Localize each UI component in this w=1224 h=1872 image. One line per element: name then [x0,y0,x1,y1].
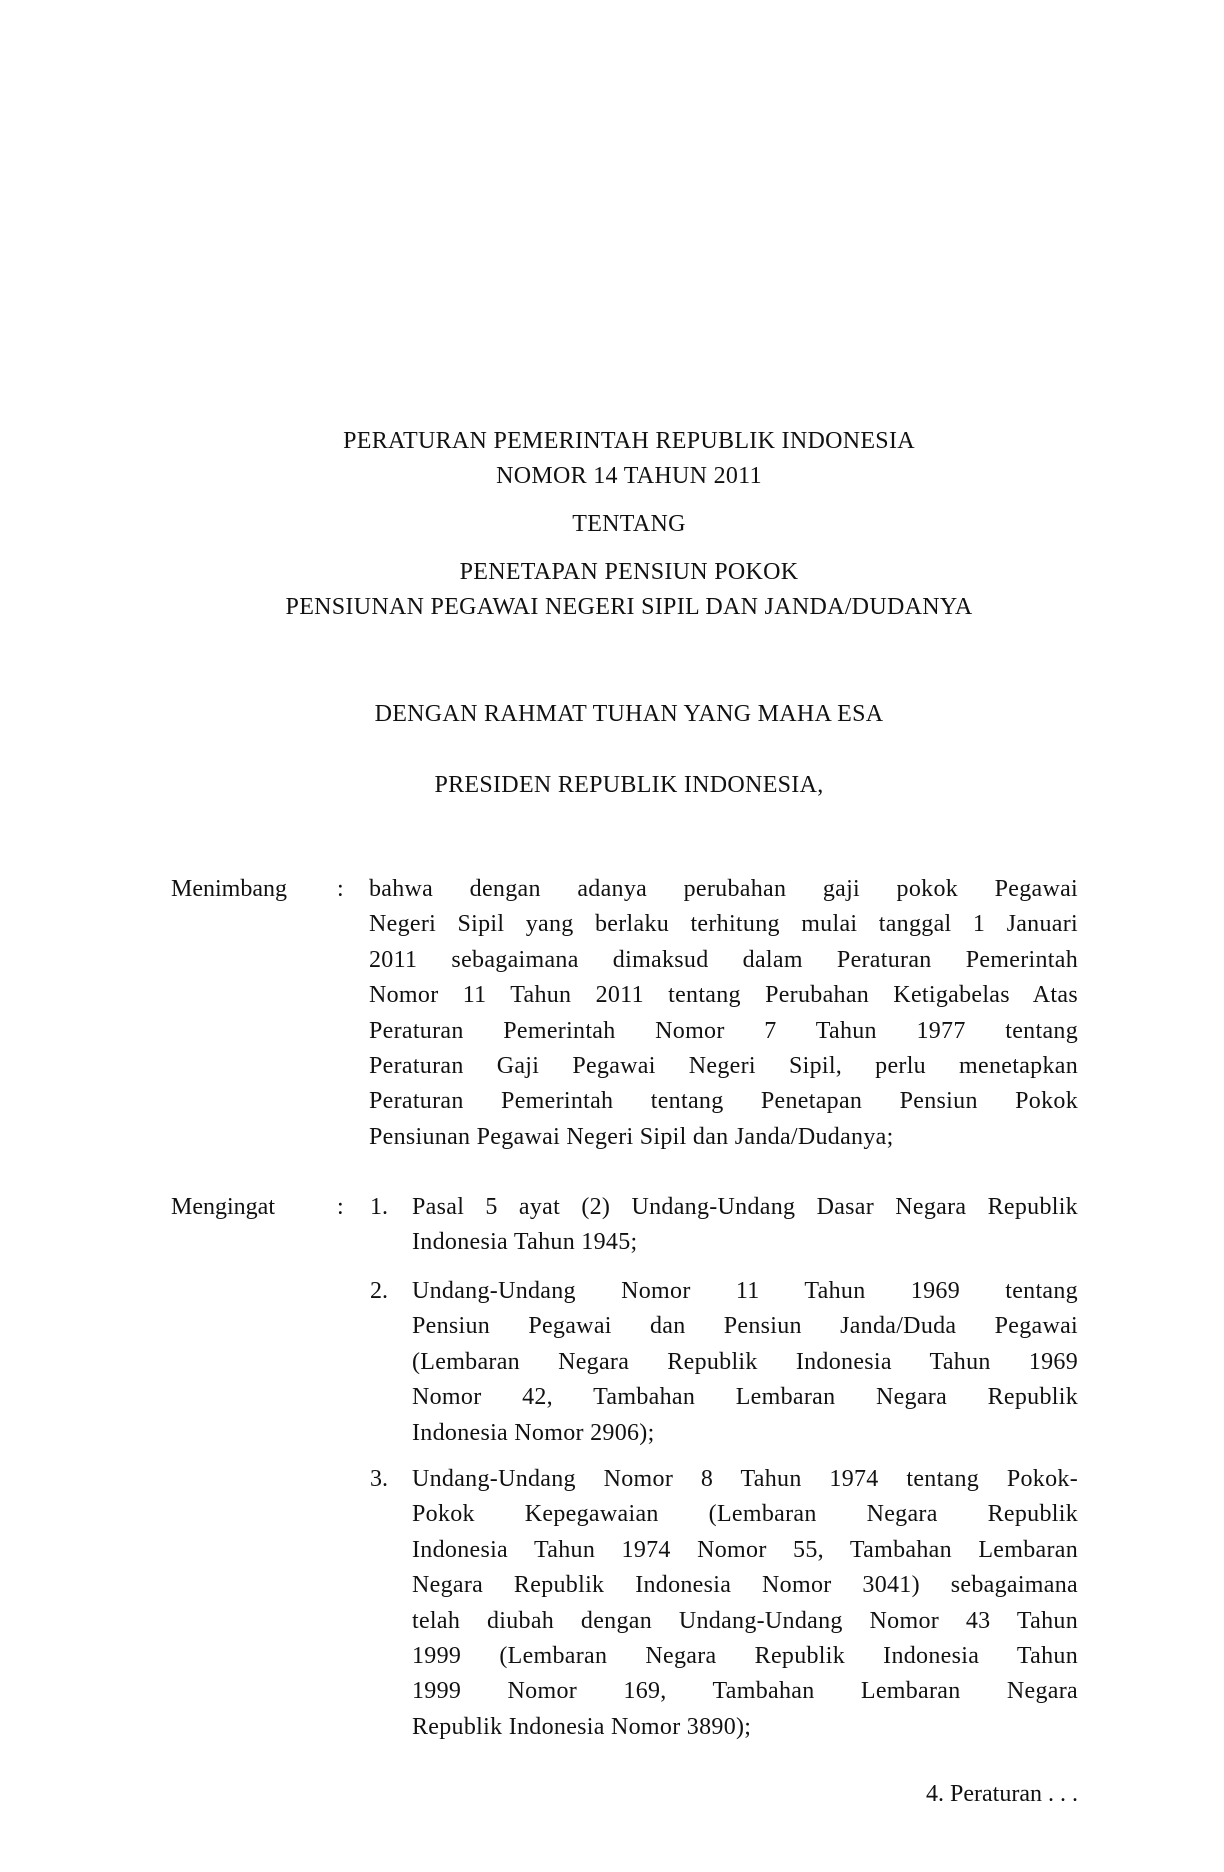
text-line: Indonesia Tahun 1945; [412,1229,638,1256]
text-line: bahwa dengan adanya perubahan gaji pokok Pegawai [369,876,1078,902]
text-line: Undang-Undang Nomor 8 Tahun 1974 tentang Pokok- [412,1466,1078,1492]
text-line: Republik Indonesia Nomor 3890); [412,1713,752,1740]
president-heading: PRESIDEN REPUBLIK INDONESIA, [434,772,824,798]
text-line: 1999 Nomor 169, Tambahan Lembaran Negara [412,1678,1078,1705]
text-line: telah diubah dengan Undang-Undang Nomor 43 Tahun [412,1607,1078,1634]
mengingat-item-3 [412,1462,1078,1745]
mengingat-colon: : [337,1194,344,1220]
mengingat-label: Mengingat [171,1194,275,1220]
menimbang-paragraph [369,872,1078,1155]
text-line: Peraturan Gaji Pegawai Negeri Sipil, perlu menetapkan [369,1053,1078,1080]
mengingat-item-2-number: 2. [370,1278,388,1304]
text-line: Negeri Sipil yang berlaku terhitung mulai tanggal 1 Januari [369,911,1078,938]
text-line: 1999 (Lembaran Negara Republik Indonesia Tahun [412,1643,1078,1670]
text-line: Pensiun Pegawai dan Pensiun Janda/Duda Pegawai [412,1313,1078,1340]
text-line: (Lembaran Negara Republik Indonesia Tahun 1969 [412,1348,1078,1375]
menimbang-label: Menimbang [171,876,287,902]
text-line: Pokok Kepegawaian (Lembaran Negara Republik [412,1501,1078,1528]
text-line: Indonesia Nomor 2906); [412,1419,655,1446]
text-line: Peraturan Pemerintah tentang Penetapan Pensiun Pokok [369,1088,1078,1115]
subject-line-2: PENSIUNAN PEGAWAI NEGERI SIPIL DAN JANDA/DUDANYA [285,594,973,620]
text-line: Pensiunan Pegawai Negeri Sipil dan Janda/Dudanya; [369,1123,894,1150]
title-line-2: NOMOR 14 TAHUN 2011 [496,463,762,489]
page-continuation: 4. Peraturan . . . [926,1781,1078,1807]
text-line: Nomor 42, Tambahan Lembaran Negara Republik [412,1384,1078,1411]
mengingat-item-1 [412,1190,1078,1261]
tentang-heading: TENTANG [572,511,686,537]
mengingat-item-1-number: 1. [370,1194,388,1220]
subject-line-1: PENETAPAN PENSIUN POKOK [459,559,799,585]
text-line: Indonesia Tahun 1974 Nomor 55, Tambahan Lembaran [412,1536,1078,1563]
invocation: DENGAN RAHMAT TUHAN YANG MAHA ESA [374,701,884,727]
text-line: Undang-Undang Nomor 11 Tahun 1969 tentang [412,1278,1078,1304]
text-line: 2011 sebagaimana dimaksud dalam Peraturan Pemerintah [369,946,1078,973]
text-line: Nomor 11 Tahun 2011 tentang Perubahan Ketigabelas Atas [369,982,1078,1009]
menimbang-colon: : [337,876,344,902]
text-line: Pasal 5 ayat (2) Undang-Undang Dasar Negara Republik [412,1194,1078,1220]
mengingat-item-2 [412,1274,1078,1451]
title-line-1: PERATURAN PEMERINTAH REPUBLIK INDONESIA [343,428,915,454]
text-line: Peraturan Pemerintah Nomor 7 Tahun 1977 tentang [369,1017,1078,1044]
mengingat-item-3-number: 3. [370,1466,388,1492]
text-line: Negara Republik Indonesia Nomor 3041) sebagaimana [412,1572,1078,1599]
